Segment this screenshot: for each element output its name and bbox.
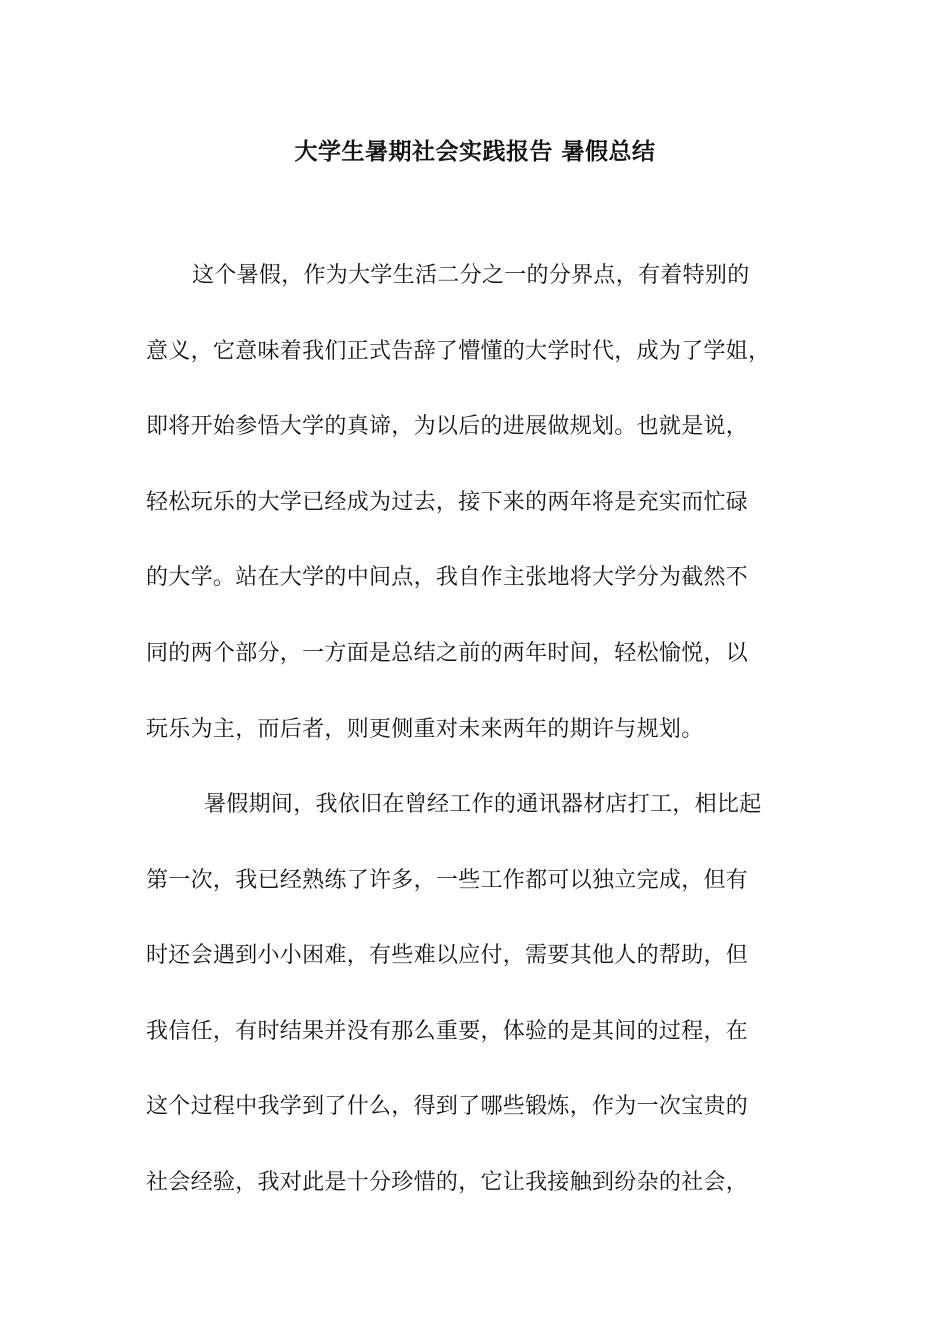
paragraph-1-line-2: 意义，它意味着我们正式告辞了懵懂的大学时代，成为了学姐， [146, 339, 771, 364]
paragraph-1-line-7: 玩乐为主，而后者，则更侧重对未来两年的期许与规划。 [146, 717, 704, 742]
paragraph-2-line-1: 暑假期间，我依旧在曾经工作的通讯器材店打工，相比起 [204, 792, 762, 817]
paragraph-1-line-5: 的大学。站在大学的中间点，我自作主张地将大学分为截然不 [146, 565, 749, 590]
document-title: 大学生暑期社会实践报告 暑假总结 [294, 138, 656, 165]
paragraph-2-line-6: 社会经验，我对此是十分珍惜的，它让我接触到纷杂的社会， [146, 1170, 749, 1195]
paragraph-2-line-2: 第一次，我已经熟练了许多，一些工作都可以独立完成，但有 [146, 868, 749, 893]
paragraph-1-line-1: 这个暑假，作为大学生活二分之一的分界点，有着特别的 [192, 263, 750, 288]
paragraph-1-line-3: 即将开始参悟大学的真谛，为以后的进展做规划。也就是说， [146, 414, 749, 439]
paragraph-1-line-6: 同的两个部分，一方面是总结之前的两年时间，轻松愉悦，以 [146, 641, 749, 666]
paragraph-2-line-4: 我信任，有时结果并没有那么重要，体验的是其间的过程，在 [146, 1019, 749, 1044]
paragraph-2-line-5: 这个过程中我学到了什么，得到了哪些锻炼，作为一次宝贵的 [146, 1094, 749, 1119]
paragraph-2-line-3: 时还会遇到小小困难，有些难以应付，需要其他人的帮助，但 [146, 943, 749, 968]
paragraph-1-line-4: 轻松玩乐的大学已经成为过去，接下来的两年将是充实而忙碌 [146, 490, 749, 515]
